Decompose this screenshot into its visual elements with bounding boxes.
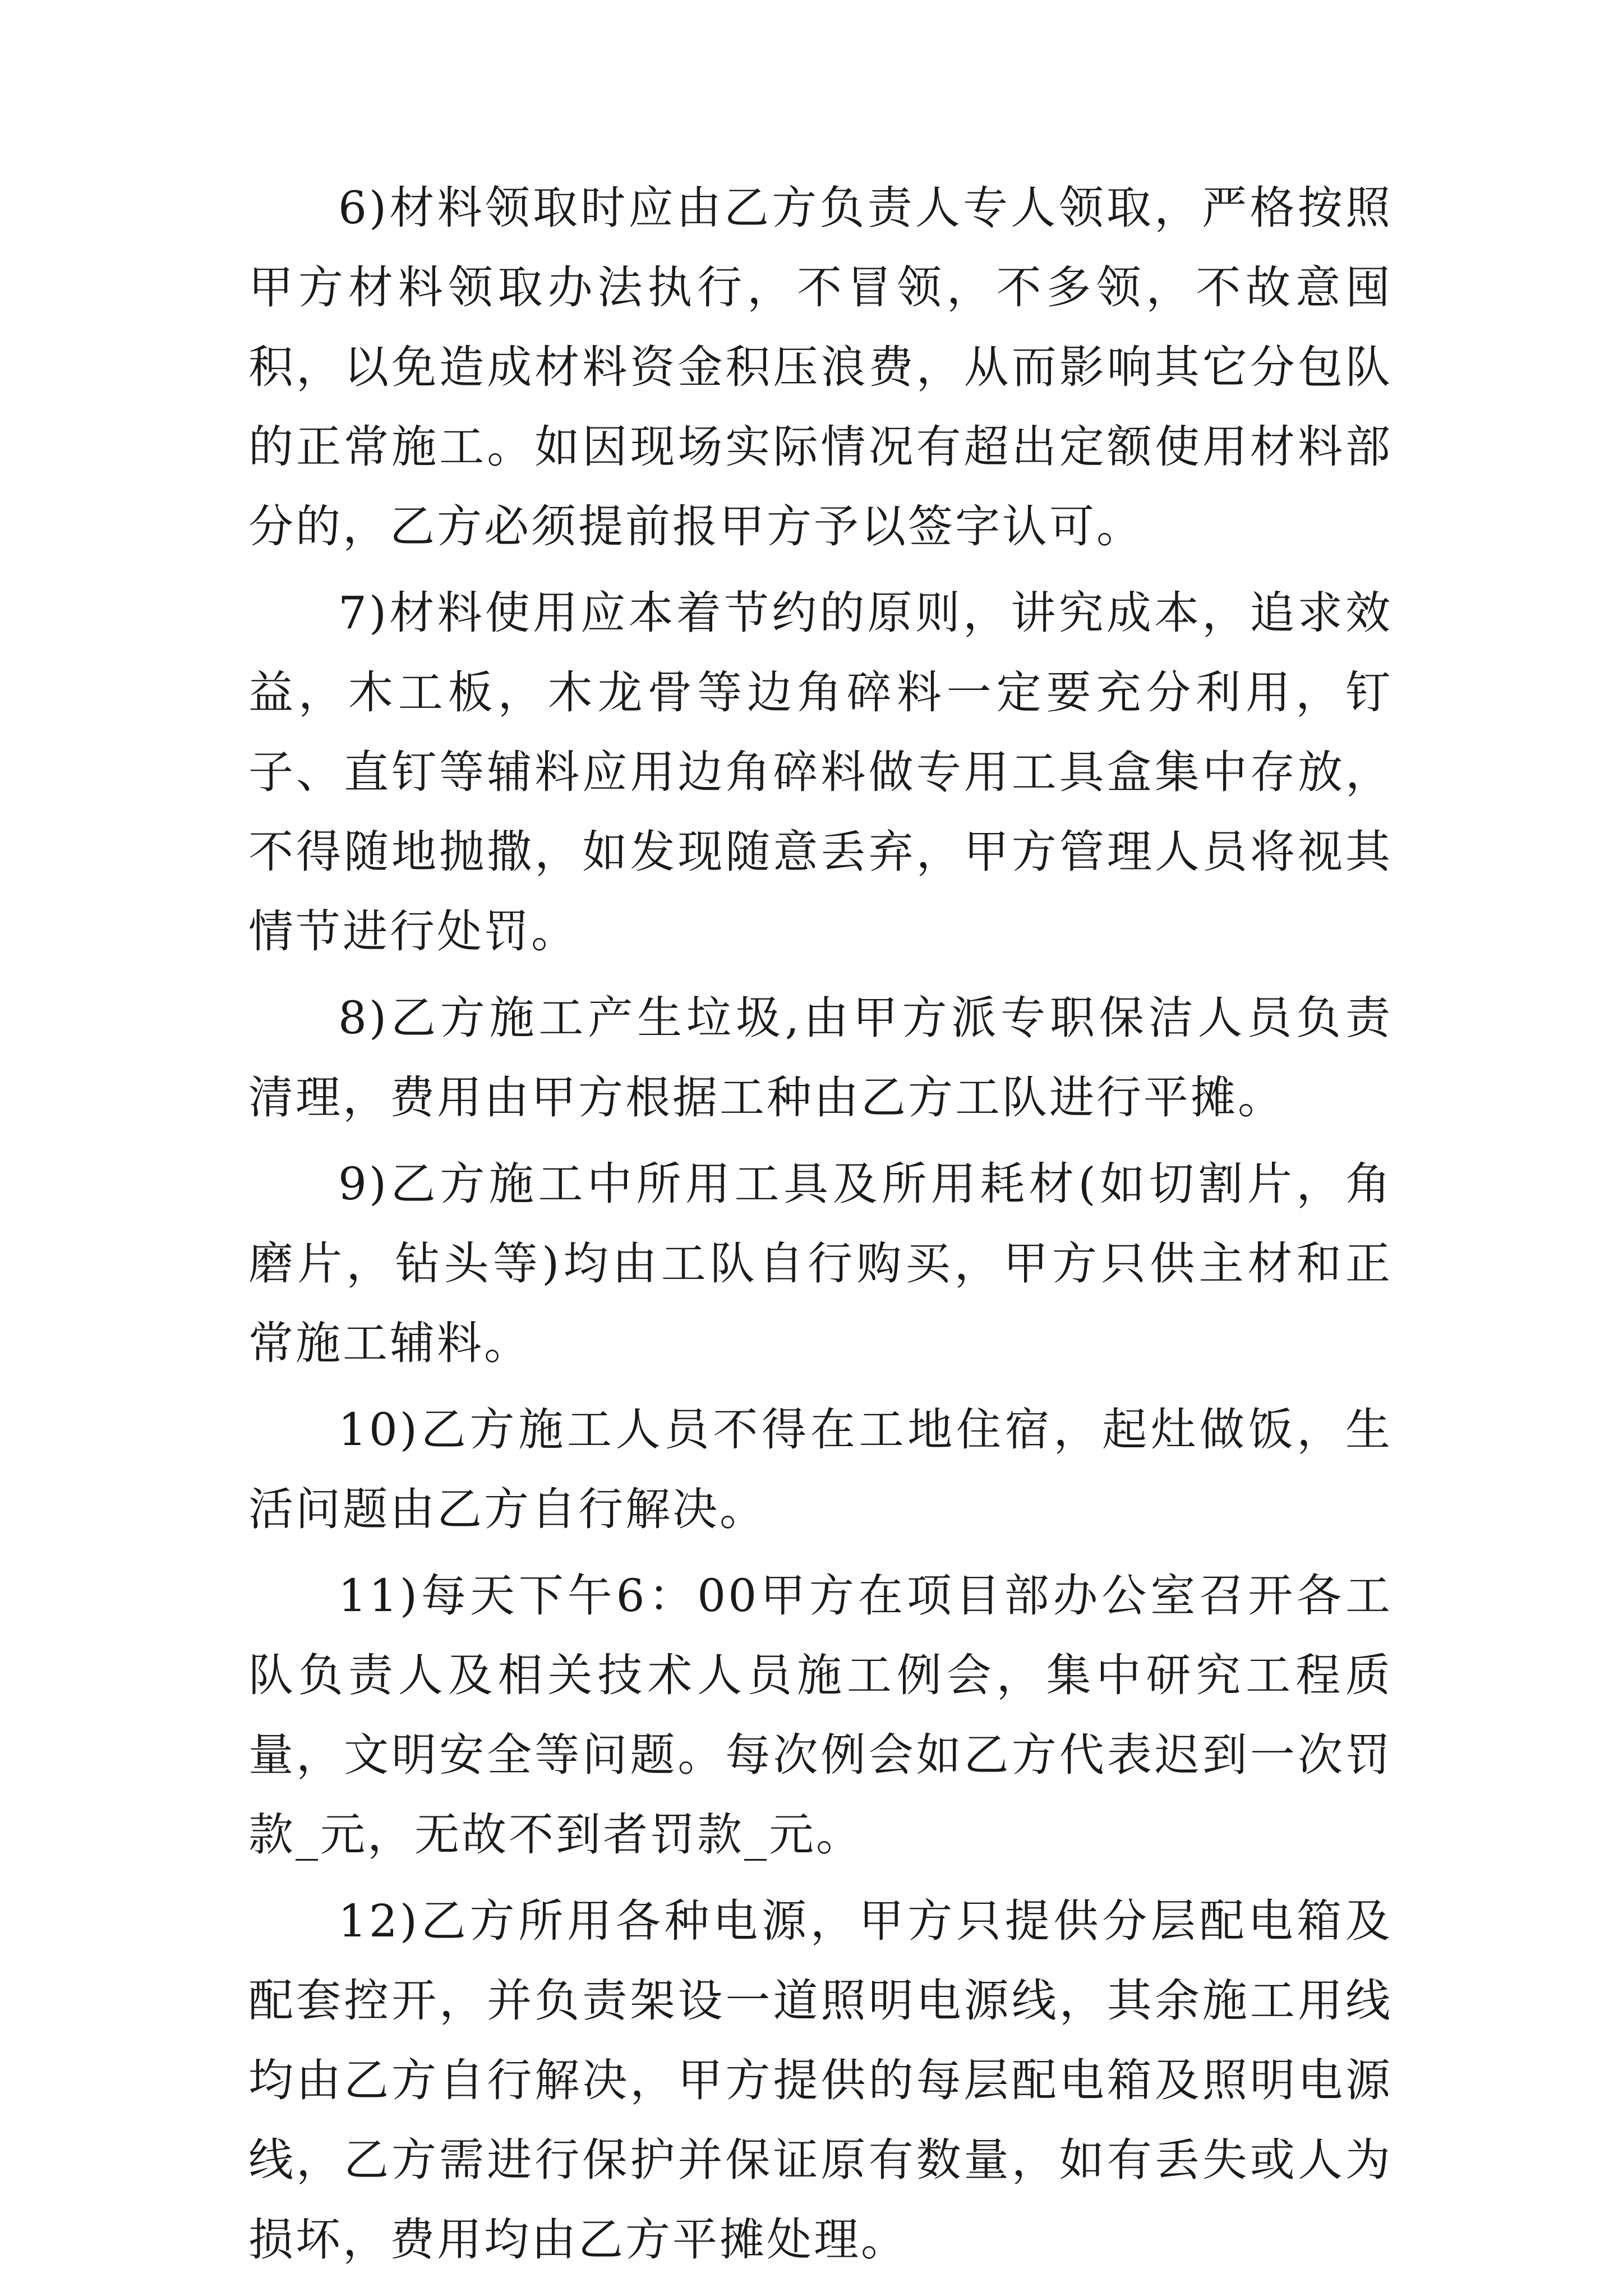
paragraph-item-8: 8)乙方施工产生垃圾,由甲方派专职保洁人员负责清理，费用由甲方根据工种由乙方工队进行平摊。 bbox=[248, 992, 1393, 1124]
paragraph-item-11: 11)每天下午6：00甲方在项目部办公室召开各工队负责人及相关技术人员施工例会，集中研究工程质量，文明安全等问题。每次例会如乙方代表迟到一次罚款_元，无故不到者罚款_元。 bbox=[248, 1570, 1393, 1861]
paragraph-item-10: 10)乙方施工人员不得在工地住宿，起灶做饭，生活问题由乙方自行解决。 bbox=[248, 1404, 1393, 1535]
paragraph-item-9: 9)乙方施工中所用工具及所用耗材(如切割片，角磨片，钻头等)均由工队自行购买，甲方只供主材和正常施工辅料。 bbox=[248, 1158, 1393, 1369]
paragraph-item-6: 6)材料领取时应由乙方负责人专人领取，严格按照甲方材料领取办法执行，不冒领，不多领，不故意囤积，以免造成材料资金积压浪费，从而影响其它分包队的正常施工。如因现场实际情况有超出定额使用材料部分的，乙方必须提前报甲方予以签字认可。 bbox=[248, 182, 1393, 553]
paragraph-item-7: 7)材料使用应本着节约的原则，讲究成本，追求效益，木工板，木龙骨等边角碎料一定要充分利用，钉子、直钉等辅料应用边角碎料做专用工具盒集中存放，不得随地抛撒，如发现随意丢弃，甲方管理人员将视其情节进行处罚。 bbox=[248, 587, 1393, 958]
document-body bbox=[248, 168, 1393, 2286]
paragraph-item-12: 12)乙方所用各种电源，甲方只提供分层配电箱及配套控开，并负责架设一道照明电源线，其余施工用线均由乙方自行解决，甲方提供的每层配电箱及照明电源线，乙方需进行保护并保证原有数量，如有丢失或人为损坏，费用均由乙方平摊处理。 bbox=[248, 1895, 1393, 2266]
